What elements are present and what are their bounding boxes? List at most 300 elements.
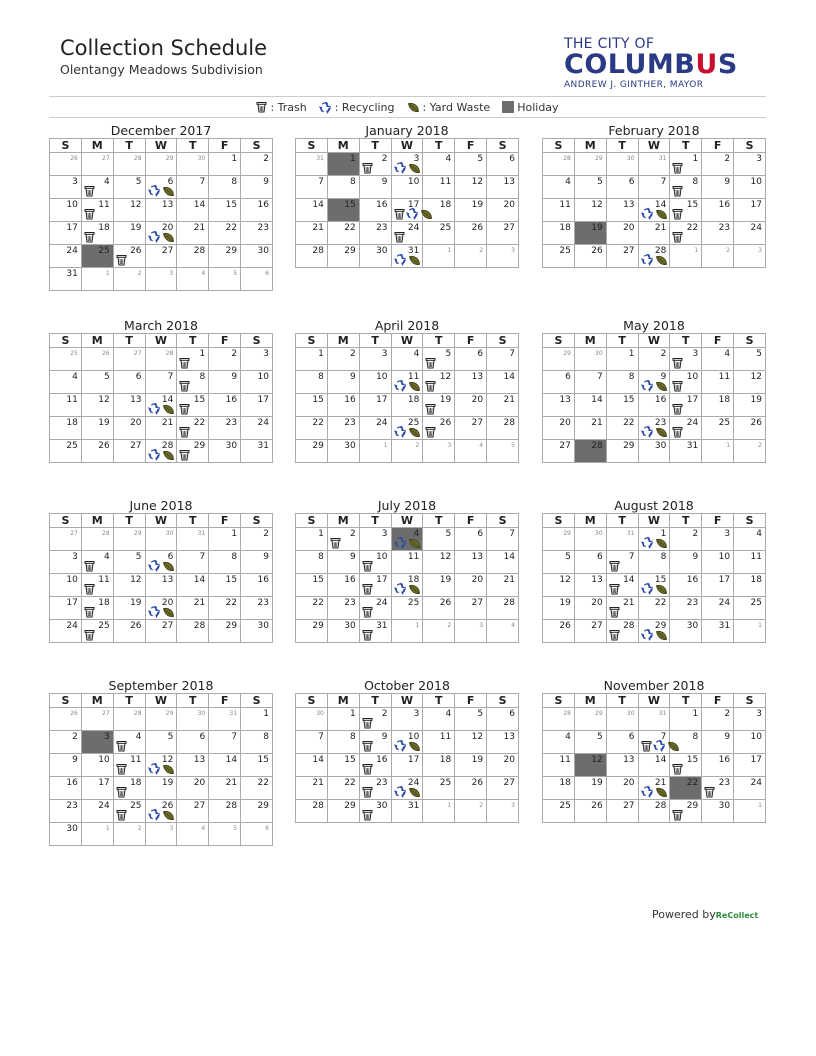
leaf-icon	[655, 381, 668, 392]
day-number: 20	[503, 200, 515, 210]
day-number: 17	[376, 575, 388, 585]
day-number: 7	[628, 552, 635, 562]
day-cell	[113, 371, 145, 394]
day-number: 28	[591, 441, 603, 451]
trash-icon	[641, 740, 652, 752]
day-cell-other-month	[209, 708, 241, 731]
collection-icons	[425, 380, 436, 392]
day-number: 21	[193, 598, 206, 608]
week-row	[296, 708, 519, 731]
trash-icon	[362, 717, 373, 729]
day-cell	[606, 620, 638, 643]
day-number: 1	[692, 154, 699, 164]
weekday-header: F	[455, 514, 487, 528]
day-cell	[702, 754, 734, 777]
week-row	[50, 597, 273, 620]
day-cell	[327, 551, 359, 574]
day-cell	[177, 551, 209, 574]
day-number: 19	[471, 200, 484, 210]
day-number: 24	[257, 418, 269, 428]
day-number: 14	[312, 200, 324, 210]
day-number: 29	[312, 621, 324, 631]
day-number: 29	[165, 155, 174, 162]
day-cell-other-month	[391, 620, 423, 643]
day-cell	[113, 777, 145, 800]
day-number: 21	[591, 418, 603, 428]
trash-icon	[672, 809, 683, 821]
day-cell	[487, 222, 519, 245]
collection-icons	[116, 763, 127, 775]
day-number: 29	[623, 441, 635, 451]
week-row	[296, 417, 519, 440]
logo-mayor-text: ANDREW J. GINTHER, MAYOR	[564, 80, 704, 90]
day-number: 7	[318, 732, 324, 742]
day-cell	[177, 754, 209, 777]
recycling-icon	[148, 448, 161, 461]
day-cell-other-month	[177, 528, 209, 551]
day-number: 16	[686, 575, 699, 585]
day-cell	[391, 731, 423, 754]
day-cell	[209, 371, 241, 394]
day-number: 30	[197, 710, 206, 717]
weekday-header: M	[327, 514, 359, 528]
day-number: 6	[565, 372, 571, 382]
day-number: 10	[98, 755, 110, 765]
collection-icons	[641, 207, 668, 220]
day-number: 4	[201, 270, 206, 277]
day-cell	[670, 551, 702, 574]
day-number: 28	[312, 801, 324, 811]
weekday-header: M	[81, 334, 113, 348]
day-number: 4	[103, 552, 110, 562]
collection-icons	[148, 184, 175, 197]
day-number: 14	[225, 755, 238, 765]
day-cell	[487, 777, 519, 800]
leaf-icon	[408, 741, 421, 752]
day-number: 11	[439, 732, 452, 742]
day-cell	[606, 222, 638, 245]
day-cell	[177, 348, 209, 371]
week-row	[50, 222, 273, 245]
month-calendar	[295, 319, 519, 463]
collection-icons	[641, 379, 668, 392]
day-number: 5	[596, 732, 603, 742]
day-number: 2	[263, 529, 269, 539]
day-number: 11	[407, 372, 420, 382]
day-number: 30	[66, 824, 78, 834]
day-cell-other-month	[638, 708, 670, 731]
day-number: 7	[318, 177, 324, 187]
day-number: 31	[257, 441, 269, 451]
day-number: 5	[511, 442, 515, 449]
month-calendar	[542, 319, 766, 463]
day-number: 10	[750, 732, 762, 742]
trash-icon	[425, 380, 436, 392]
month-table	[542, 138, 766, 268]
day-number: 12	[439, 372, 452, 382]
day-number: 9	[349, 552, 356, 562]
day-number: 22	[344, 223, 356, 233]
day-number: 14	[623, 575, 635, 585]
day-cell	[241, 417, 273, 440]
day-cell	[177, 199, 209, 222]
day-cell	[574, 551, 606, 574]
collection-icons	[641, 536, 668, 549]
day-number: 20	[559, 418, 571, 428]
day-cell-other-month	[574, 348, 606, 371]
day-number: 21	[503, 395, 515, 405]
day-number: 13	[161, 200, 174, 210]
day-cell	[670, 528, 702, 551]
day-cell	[638, 620, 670, 643]
weekday-header: W	[391, 139, 423, 153]
day-number: 25	[559, 246, 571, 256]
legend-holiday	[502, 101, 558, 114]
day-number: 5	[596, 177, 603, 187]
trash-icon	[362, 560, 373, 572]
collection-icons	[704, 786, 715, 798]
day-cell	[209, 574, 241, 597]
weekday-header: T	[359, 694, 391, 708]
day-cell	[487, 708, 519, 731]
month-table	[49, 333, 273, 463]
month-calendar	[295, 679, 519, 823]
day-cell	[670, 371, 702, 394]
day-cell	[81, 754, 113, 777]
collection-icons	[672, 208, 683, 220]
collection-icons	[609, 606, 620, 618]
weekday-header: T	[423, 694, 455, 708]
day-number: 18	[98, 598, 110, 608]
day-number: 31	[686, 441, 699, 451]
legend	[49, 96, 766, 118]
day-cell	[81, 620, 113, 643]
collection-icons	[148, 808, 175, 821]
weekday-header: T	[423, 334, 455, 348]
day-cell	[359, 245, 391, 268]
leaf-icon	[162, 450, 175, 461]
day-cell	[702, 597, 734, 620]
day-cell	[327, 708, 359, 731]
day-number: 9	[381, 177, 388, 187]
day-cell	[423, 394, 455, 417]
day-number: 12	[559, 575, 571, 585]
day-cell	[359, 176, 391, 199]
day-number: 19	[161, 778, 174, 788]
day-number: 15	[686, 755, 699, 765]
weekday-header: T	[177, 514, 209, 528]
day-number: 7	[199, 177, 206, 187]
recycling-icon	[641, 253, 654, 266]
day-cell-other-month	[81, 823, 113, 846]
day-cell	[670, 222, 702, 245]
day-number: 26	[130, 621, 142, 631]
collection-icons	[394, 253, 421, 266]
day-cell-other-month	[145, 348, 177, 371]
day-cell	[50, 222, 82, 245]
day-cell	[606, 348, 638, 371]
trash-icon	[672, 426, 683, 438]
collection-icons	[148, 402, 175, 415]
day-number: 27	[623, 246, 635, 256]
week-row	[50, 754, 273, 777]
week-row	[543, 222, 766, 245]
week-row	[296, 574, 519, 597]
day-number: 17	[66, 223, 78, 233]
day-cell	[391, 394, 423, 417]
day-cell	[487, 153, 519, 176]
day-cell	[81, 222, 113, 245]
day-cell	[455, 199, 487, 222]
weekday-header: S	[296, 694, 328, 708]
weekday-header: T	[606, 694, 638, 708]
day-cell	[296, 620, 328, 643]
day-number: 16	[718, 755, 731, 765]
recycling-icon	[394, 425, 407, 438]
trash-icon	[362, 583, 373, 595]
legend-recycling	[319, 101, 395, 114]
day-cell	[543, 551, 575, 574]
month-calendar	[49, 124, 273, 291]
day-number: 25	[98, 246, 110, 256]
weekday-header: M	[81, 139, 113, 153]
day-number: 20	[161, 598, 174, 608]
day-number: 21	[193, 223, 206, 233]
weekday-header: F	[455, 139, 487, 153]
month-title: January 2018	[365, 123, 449, 138]
collection-icons	[148, 448, 175, 461]
day-number: 24	[66, 621, 78, 631]
day-cell	[638, 199, 670, 222]
day-cell	[50, 440, 82, 463]
trash-icon	[116, 809, 127, 821]
day-number: 29	[686, 801, 699, 811]
day-cell	[543, 731, 575, 754]
leaf-icon	[408, 584, 421, 595]
day-number: 18	[407, 395, 420, 405]
day-number: 5	[477, 709, 484, 719]
day-cell-other-month	[113, 268, 145, 291]
week-row	[50, 371, 273, 394]
collection-icons	[84, 583, 95, 595]
month-calendar	[49, 319, 273, 463]
day-cell	[734, 574, 766, 597]
day-cell	[455, 597, 487, 620]
day-number: 6	[628, 177, 635, 187]
collection-icons	[672, 380, 683, 392]
recycling-icon	[394, 253, 407, 266]
leaf-icon	[162, 810, 175, 821]
day-cell	[423, 348, 455, 371]
day-cell	[702, 528, 734, 551]
day-cell	[113, 731, 145, 754]
day-number: 15	[623, 395, 635, 405]
day-cell	[638, 754, 670, 777]
weekday-header: T	[670, 334, 702, 348]
day-number: 16	[66, 778, 78, 788]
day-cell-other-month	[543, 153, 575, 176]
recycling-icon	[394, 161, 407, 174]
day-number: 23	[718, 778, 731, 788]
day-cell	[638, 551, 670, 574]
day-number: 14	[312, 755, 324, 765]
day-number: 2	[479, 247, 484, 254]
day-number: 4	[724, 349, 731, 359]
day-number: 14	[503, 552, 515, 562]
day-number: 27	[161, 621, 174, 631]
day-cell	[50, 551, 82, 574]
day-number: 31	[658, 155, 667, 162]
day-number: 29	[225, 246, 238, 256]
weekday-header: S	[734, 139, 766, 153]
day-cell	[606, 551, 638, 574]
leaf-icon	[162, 186, 175, 197]
day-cell	[177, 620, 209, 643]
day-cell	[543, 371, 575, 394]
day-number: 10	[376, 552, 388, 562]
day-number: 24	[750, 778, 762, 788]
day-cell	[702, 394, 734, 417]
day-number: 25	[98, 621, 110, 631]
day-number: 23	[344, 418, 356, 428]
day-number: 3	[169, 825, 174, 832]
collection-icons	[362, 629, 373, 641]
day-number: 2	[724, 709, 731, 719]
weekday-header: S	[543, 334, 575, 348]
day-number: 26	[98, 441, 110, 451]
weekday-header: W	[638, 694, 670, 708]
day-number: 22	[312, 598, 324, 608]
logo-main-text	[564, 49, 764, 80]
trash-icon	[609, 583, 620, 595]
day-number: 16	[257, 575, 269, 585]
collection-icons	[362, 606, 373, 618]
day-cell-other-month	[606, 528, 638, 551]
day-cell	[241, 574, 273, 597]
collection-icons	[116, 786, 127, 798]
day-number: 18	[718, 395, 731, 405]
week-row	[50, 528, 273, 551]
weekday-header: M	[327, 139, 359, 153]
day-number: 16	[344, 395, 356, 405]
weekday-header: W	[638, 514, 670, 528]
day-number: 16	[257, 200, 269, 210]
day-cell	[638, 597, 670, 620]
recycling-icon	[641, 425, 654, 438]
day-cell-other-month	[423, 245, 455, 268]
day-number: 21	[161, 418, 174, 428]
day-number: 28	[193, 621, 206, 631]
day-number: 8	[349, 177, 356, 187]
day-number: 21	[225, 778, 238, 788]
recycling-icon	[641, 785, 654, 798]
day-cell	[638, 394, 670, 417]
day-number: 19	[439, 395, 452, 405]
day-cell-other-month	[81, 348, 113, 371]
day-number: 16	[376, 755, 388, 765]
day-cell	[177, 245, 209, 268]
day-number: 7	[596, 372, 603, 382]
day-number: 1	[318, 529, 324, 539]
day-number: 25	[750, 598, 762, 608]
day-number: 30	[654, 441, 667, 451]
day-cell	[670, 176, 702, 199]
day-cell-other-month	[50, 348, 82, 371]
weekday-header: T	[177, 139, 209, 153]
day-number: 2	[660, 349, 667, 359]
day-number: 6	[167, 177, 174, 187]
day-cell	[574, 800, 606, 823]
weekday-header: T	[359, 139, 391, 153]
trash-icon	[609, 606, 620, 618]
recycling-icon	[394, 582, 407, 595]
trash-icon	[179, 380, 190, 392]
day-cell	[209, 800, 241, 823]
day-number: 20	[193, 778, 206, 788]
day-number: 22	[654, 598, 667, 608]
weekday-header: F	[702, 514, 734, 528]
day-number: 3	[758, 247, 762, 254]
collection-icons	[609, 583, 620, 595]
day-cell	[50, 268, 82, 291]
day-cell	[734, 176, 766, 199]
day-number: 1	[758, 622, 762, 629]
day-number: 2	[415, 442, 420, 449]
day-number: 15	[344, 755, 356, 765]
week-row	[543, 153, 766, 176]
day-number: 10	[750, 177, 762, 187]
day-cell	[423, 597, 455, 620]
day-cell	[423, 417, 455, 440]
day-number: 2	[692, 529, 699, 539]
day-number: 13	[471, 372, 484, 382]
week-row	[50, 823, 273, 846]
day-number: 23	[257, 598, 269, 608]
weekday-header: T	[606, 334, 638, 348]
trash-icon	[425, 357, 436, 369]
month-table	[295, 693, 519, 823]
recycling-icon	[148, 230, 161, 243]
day-number: 8	[318, 552, 324, 562]
day-number: 31	[316, 155, 324, 162]
day-cell	[209, 620, 241, 643]
day-cell	[327, 176, 359, 199]
day-number: 25	[407, 418, 420, 428]
day-cell	[543, 754, 575, 777]
day-number: 2	[72, 732, 78, 742]
day-cell	[455, 176, 487, 199]
day-number: 6	[135, 372, 142, 382]
day-number: 24	[98, 801, 110, 811]
day-number: 25	[439, 223, 452, 233]
day-cell-other-month	[734, 245, 766, 268]
day-number: 23	[654, 418, 667, 428]
day-number: 4	[103, 177, 110, 187]
day-number: 26	[102, 350, 110, 357]
collection-icons	[641, 425, 668, 438]
recycling-icon	[148, 184, 161, 197]
day-cell	[606, 777, 638, 800]
day-number: 6	[265, 270, 269, 277]
day-number: 28	[133, 710, 142, 717]
day-number: 7	[167, 372, 174, 382]
legend-yard-waste	[407, 101, 491, 114]
day-number: 9	[381, 732, 388, 742]
day-cell	[327, 417, 359, 440]
collection-icons	[179, 426, 190, 438]
day-number: 9	[263, 177, 269, 187]
day-cell	[241, 153, 273, 176]
